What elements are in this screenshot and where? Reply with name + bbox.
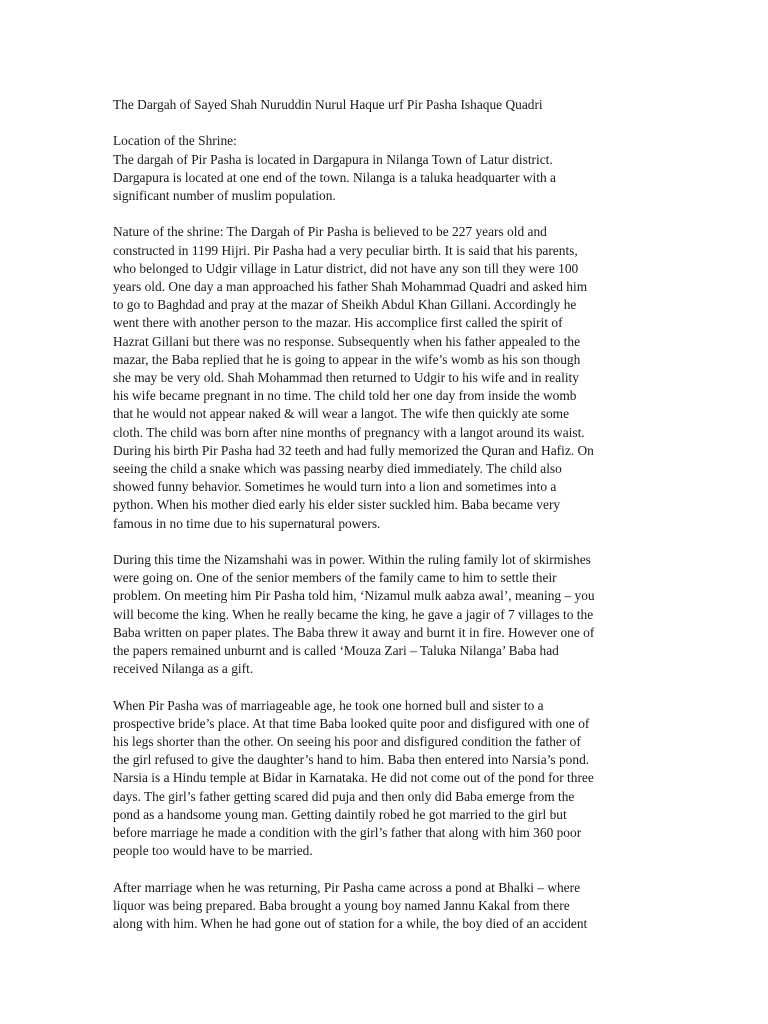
document-title: The Dargah of Sayed Shah Nuruddin Nurul Haque urf Pir Pasha Ishaque Quadri <box>113 97 543 112</box>
paragraph-marriage: When Pir Pasha was of marriageable age, he took one horned bull and sister to a prospective bride’s place. At that time Baba looked quite poor and disfigured with one of his legs shorter than the other. On seeing his poor and disfigured condition the father of the girl refused to give the daughter’s hand to him. Baba then entered into Narsia’s pond. Narsia is a Hindu temple at Bidar in Karnataka. He did not come out of the pond for three days. The girl’s father getting scared did puja and then only did Baba emerge from the pond as a handsome young man. Getting daintily robed he got married to the girl but before marriage he made a condition with the girl’s father that along with him 360 poor people too would have to be married. <box>113 697 594 859</box>
paragraph-after-marriage: After marriage when he was returning, Pir Pasha came across a pond at Bhalki – where liquor was being prepared. Baba brought a young boy named Jannu Kakal from there along with him. When he had gone out of station for a while, the boy died of an accident <box>113 879 588 932</box>
paragraph-nizamshahi: During this time the Nizamshahi was in power. Within the ruling family lot of skirmishes were going on. One of the senior members of the family came to him to settle their problem. On meeting him Pir Pasha told him, ‘Nizamul mulk aabza awal’, meaning – you will become the king. When he really became the king, he gave a jagir of 7 villages to the Baba written on paper plates. The Baba threw it away and burnt it in fire. However one of the papers remained unburnt and is called ‘Mouza Zari – Taluka Nilanga’ Baba had received Nilanga as a gift. <box>113 552 595 677</box>
paragraph-nature: Nature of the shrine: The Dargah of Pir Pasha is believed to be 227 years old and constructed in 1199 Hijri. Pir Pasha had a very peculiar birth. It is said that his parents, who belonged to Udgir village in Latur district, did not have any son till they were 100 years old. One day a man approached his father Shah Mohammad Quadri and asked him to go to Baghdad and pray at the mazar of Sheikh Abdul Khan Gillani. Accordingly he went there with another person to the mazar. His accomplice first called the spirit of Hazrat Gillani but there was no response. Subsequently when his father appealed to the mazar, the Baba replied that he is going to appear in the wife’s womb as his son though she may be very old. Shah Mohammad then returned to Udgir to his wife and in reality his wife became pregnant in no time. The child told her one day from inside the womb that he would not appear naked & will wear a langot. The wife then quickly ate some cloth. The child was born after nine months of pregnancy with a langot around its waist. During his birth Pir Pasha had 32 teeth and had fully memorized the Quran and Hafiz. On seeing the child a snake which was passing nearby died immediately. The child also showed funny behavior. Sometimes he would turn into a lion and sometimes into a python. When his mother died early his elder sister suckled him. Baba became very famous in no time due to his supernatural powers. <box>113 224 594 531</box>
document-body <box>113 96 658 951</box>
paragraph-location: Location of the Shrine: The dargah of Pir Pasha is located in Dargapura in Nilanga Town of Latur district. Dargapura is located at one end of the town. Nilanga is a taluka headquarter with a significant number of muslim population. <box>113 133 556 203</box>
